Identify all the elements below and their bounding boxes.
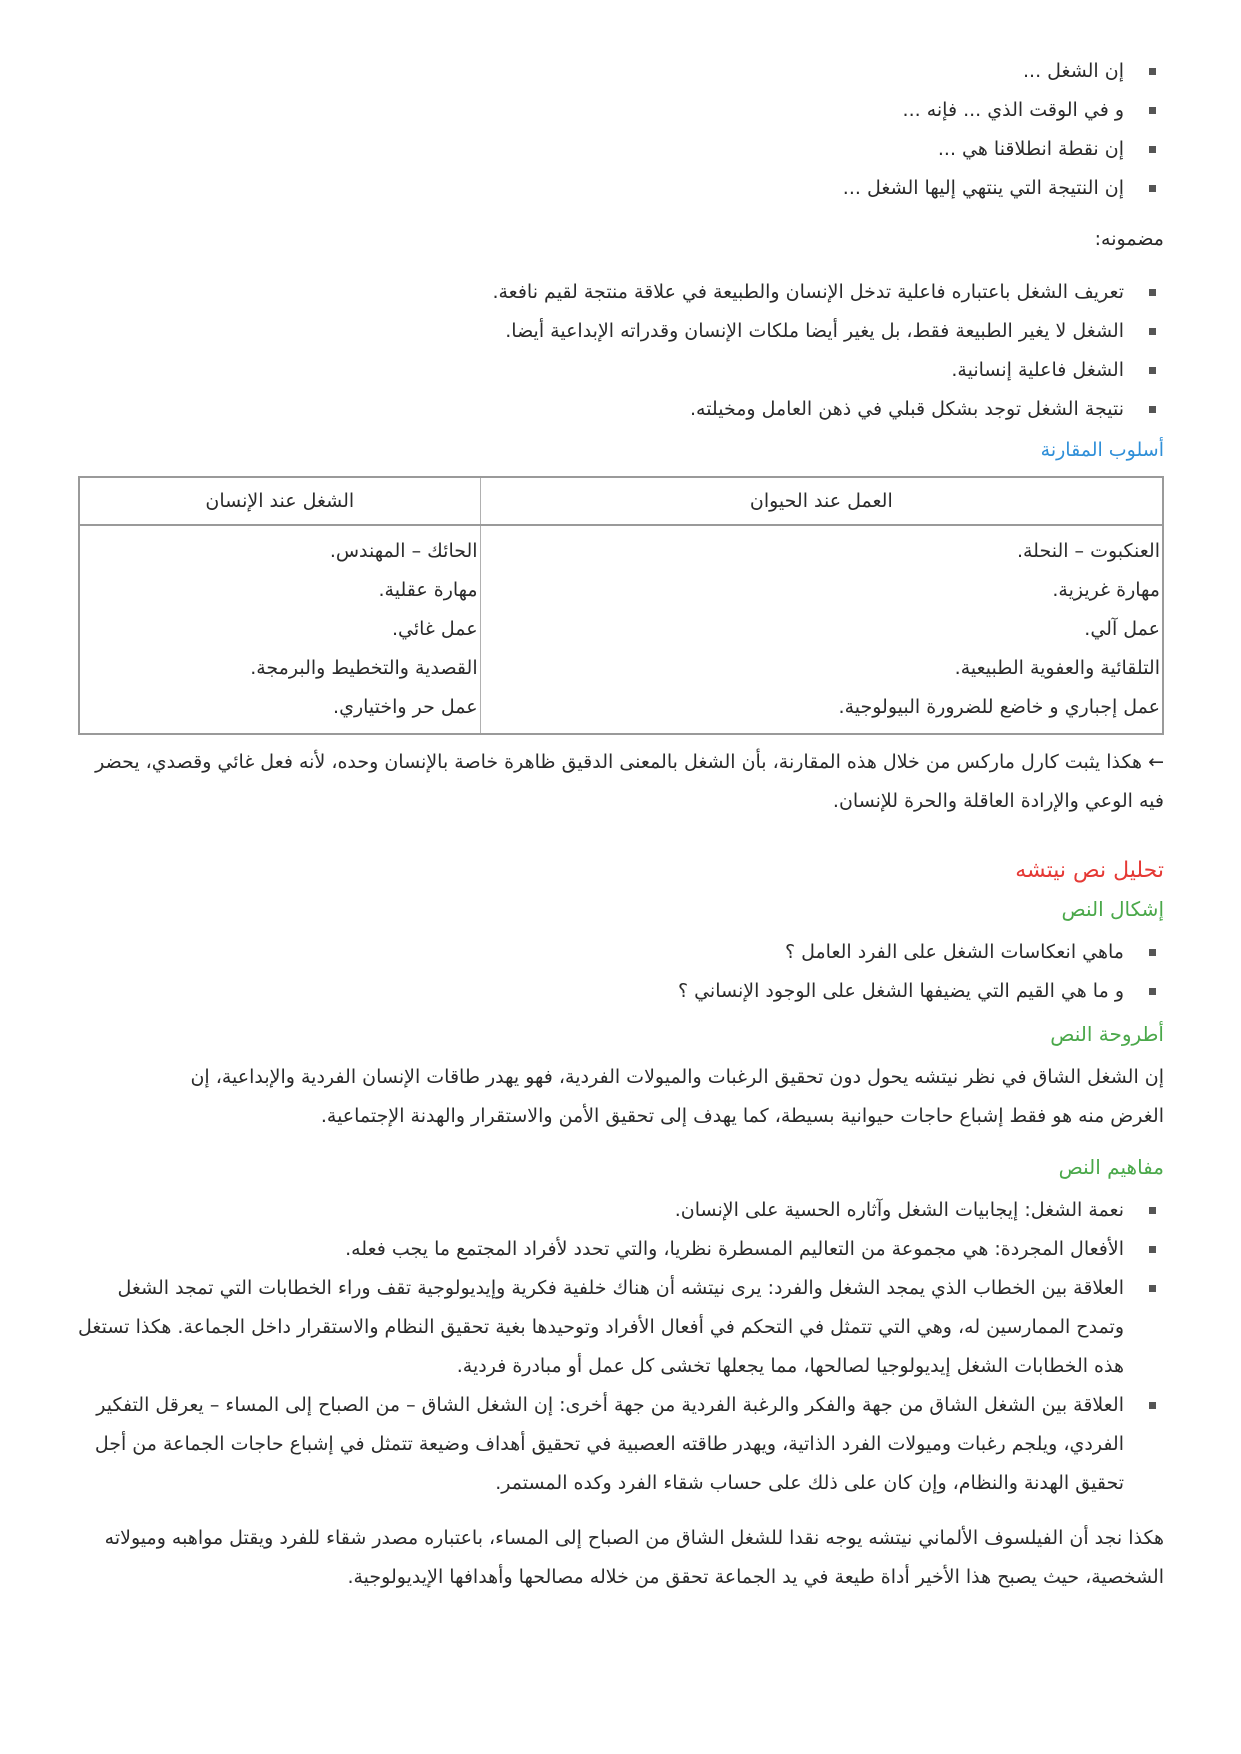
final-paragraph: هكذا نجد أن الفيلسوف الألماني نيتشه يوجه نقدا للشغل الشاق من الصباح إلى المساء، باعتباره مصدر شقاء للفرد ويقتل مواهبه وميولاته الشخصية، حيث يصبح هذا الأخير أداة طيعة في يد الجماعة تحقق من خلاله مصالحها وأهدافها الإيديولوجية.	[104, 1527, 1164, 1588]
table-cell: عمل حر واختياري.	[79, 688, 480, 734]
concepts-bullet-list	[78, 1191, 1164, 1503]
marx-conclusion	[78, 743, 1164, 821]
table-cell: عمل غائي.	[79, 610, 480, 649]
thesis-heading: أطروحة النص	[1050, 1022, 1164, 1046]
thesis-paragraph: إن الشغل الشاق في نظر نيتشه يحول دون تحقيق الرغبات والميولات الفردية، فهو يهدر طاقات الإنسان الفردية والإبداعية، إن الغرض منه هو فقط إشباع حاجات حيوانية بسيطة، كما يهدف إلى تحقيق الأمن والاستقرار والهدنة الإجتماعية.	[190, 1066, 1164, 1127]
table-row	[79, 610, 1163, 649]
list-item: تعريف الشغل باعتباره فاعلية تدخل الإنسان والطبيعة في علاقة منتجة لقيم نافعة.	[78, 273, 1164, 312]
table-cell: العنكبوت – النحلة.	[1016, 540, 1160, 562]
table-cell: عمل إجباري و خاضع للضرورة البيولوجية.	[838, 696, 1160, 718]
table-cell: مهارة غريزية.	[1052, 579, 1160, 601]
list-item: الشغل لا يغير الطبيعة فقط، بل يغير أيضا ملكات الإنسان وقدراته الإبداعية أيضا.	[78, 312, 1164, 351]
document-page	[78, 52, 1164, 1597]
comparison-table	[78, 476, 1164, 735]
content-bullet-list	[78, 273, 1164, 429]
content-label: مضمونه:	[1094, 228, 1164, 250]
list-item: و ما هي القيم التي يضيفها الشغل على الوجود الإنساني ؟	[78, 972, 1164, 1011]
concepts-heading: مفاهيم النص	[1058, 1155, 1164, 1179]
list-item: الأفعال المجردة: هي مجموعة من التعاليم المسطرة نظريا، والتي تحدد لأفراد المجتمع ما يجب فعله.	[78, 1230, 1164, 1269]
table-row	[79, 571, 1163, 610]
table-cell: الحائك – المهندس.	[79, 525, 480, 571]
table-row	[79, 649, 1163, 688]
list-item: العلاقة بين الشغل الشاق من جهة والفكر والرغبة الفردية من جهة أخرى: إن الشغل الشاق – من الصباح إلى المساء – يعرقل التفكير الفردي، ويلجم رغبات وميولات الفرد الذاتية، ويهدر طاقته العصبية في تحقيق أهداف وضيعة تتمثل في إشباع حاجات الجماعة من أجل تحقيق الهدنة والنظام، وإن كان على ذلك على حساب شقاء الفرد وكده المستمر.	[78, 1386, 1164, 1503]
list-item: العلاقة بين الخطاب الذي يمجد الشغل والفرد: يرى نيتشه أن هناك خلفية فكرية وإيديولوجية تقف وراء الخطابات التي تمجد الشغل وتمدح الممارسين له، وهي التي تتمثل في التحكم في أفعال الأفراد وتوحيدها بغية تحقيق النظام والاستقرار داخل الجماعة. هكذا تستغل هذه الخطابات الشغل إيديولوجيا لصالحها، مما يجعلها تخشى كل عمل أو مبادرة فردية.	[78, 1269, 1164, 1386]
problem-heading: إشكال النص	[1061, 897, 1164, 921]
table-header-row	[79, 477, 1163, 525]
header-animal-work: العمل عند الحيوان	[480, 477, 1163, 525]
left-arrow-icon: ←	[1148, 751, 1164, 773]
list-item: إن النتيجة التي ينتهي إليها الشغل ...	[78, 169, 1164, 208]
problem-bullet-list	[78, 933, 1164, 1011]
table-cell: عمل آلي.	[1084, 618, 1160, 640]
table-cell: مهارة عقلية.	[79, 571, 480, 610]
intro-bullet-list	[78, 52, 1164, 208]
list-item: نتيجة الشغل توجد بشكل قبلي في ذهن العامل ومخيلته.	[78, 390, 1164, 429]
table-cell: القصدية والتخطيط والبرمجة.	[79, 649, 480, 688]
table-row	[79, 688, 1163, 734]
section-title-nietzsche: تحليل نص نيتشه	[1015, 858, 1164, 883]
marx-conclusion-text: هكذا يثبت كارل ماركس من خلال هذه المقارنة، بأن الشغل بالمعنى الدقيق ظاهرة خاصة بالإنسان وحده، لأنه فعل غائي وقصدي، يحضر فيه الوعي والإرادة العاقلة والحرة للإنسان.	[95, 751, 1164, 812]
list-item: إن نقطة انطلاقنا هي ...	[78, 130, 1164, 169]
list-item: الشغل فاعلية إنسانية.	[78, 351, 1164, 390]
comparison-heading: أسلوب المقارنة	[1040, 439, 1164, 461]
table-row	[79, 525, 1163, 571]
table-cell: التلقائية والعفوية الطبيعية.	[954, 657, 1160, 679]
list-item: نعمة الشغل: إيجابيات الشغل وآثاره الحسية على الإنسان.	[78, 1191, 1164, 1230]
list-item: ماهي انعكاسات الشغل على الفرد العامل ؟	[78, 933, 1164, 972]
list-item: و في الوقت الذي ... فإنه ...	[78, 91, 1164, 130]
list-item: إن الشغل ...	[78, 52, 1164, 91]
header-human-work: الشغل عند الإنسان	[79, 477, 480, 525]
